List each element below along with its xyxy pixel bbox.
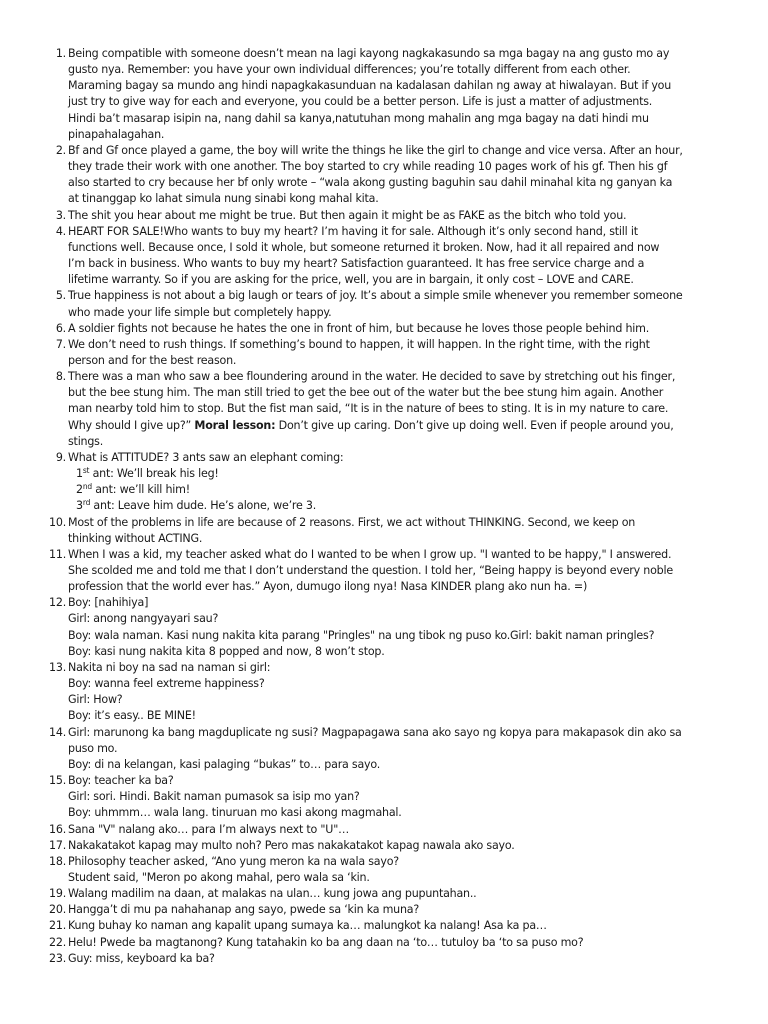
list-item-number: 15. xyxy=(49,774,66,788)
list-item-line: Maraming bagay sa mundo ang hindi napagkakasunduan na kadalasan dahilan ng away at hiwalayan. But if you xyxy=(68,79,672,93)
list-item xyxy=(46,321,738,337)
list-item xyxy=(46,595,738,660)
ant-text: ant: We’ll break his leg! xyxy=(89,467,219,481)
list-item-line: Boy: teacher ka ba? xyxy=(68,774,174,788)
list-item-line: person and for the best reason. xyxy=(68,353,237,367)
list-item-number: 10. xyxy=(49,515,66,529)
list-item-number: 21. xyxy=(49,919,66,933)
ant-text: ant: we’ll kill him! xyxy=(91,483,190,497)
list-item-line: stings. xyxy=(68,434,104,448)
list-item-line: Hangga’t di mu pa nahahanap ang sayo, pwede sa ‘kin ka muna? xyxy=(68,903,420,917)
list-item xyxy=(46,918,738,934)
list-item-line: functions well. Because once, I sold it whole, but someone returned it broken. Now, had it all repaired and now xyxy=(68,240,660,254)
list-item-line: HEART FOR SALE!Who wants to buy my heart? I’m having it for sale. Although it’s only second hand, still it xyxy=(68,224,638,238)
list-item-line: Girl: How? xyxy=(68,693,123,707)
list-item-number: 7. xyxy=(55,337,66,351)
list-item-line: just try to give way for each and everyone, you could be a better person. Life is just a matter of adjustments. xyxy=(68,95,653,109)
list-item xyxy=(46,838,738,854)
ant-line xyxy=(68,482,738,498)
list-item-line: The shit you hear about me might be true. But then again it might be as FAKE as the bitch who told you. xyxy=(68,208,627,222)
list-item-line: they trade their work with one another. The boy started to cry while reading 10 pages work of his gf. Then his gf xyxy=(68,160,668,174)
list-item-line: Boy: it’s easy.. BE MINE! xyxy=(68,709,196,723)
list-item xyxy=(46,143,738,208)
list-item-line: gusto nya. Remember: you have your own individual differences; you’re totally different from each other. xyxy=(68,63,631,77)
list-item-line: man nearby told him to stop. But the fist man said, “It is in the nature of bees to sting. It is in my nature to care. xyxy=(68,402,669,416)
list-item xyxy=(46,515,738,547)
list-item xyxy=(46,450,738,515)
list-item-line: A soldier fights not because he hates the one in front of him, but because he loves those people behind him. xyxy=(68,321,650,335)
list-item-line: lifetime warranty. So if you are asking for the price, well, you are in bargain, it only cost – LOVE and CARE. xyxy=(68,273,634,287)
list-item-number: 5. xyxy=(55,289,66,303)
list-item-number: 6. xyxy=(55,321,66,335)
list-item-line: Guy: miss, keyboard ka ba? xyxy=(68,951,215,965)
list-item-number: 20. xyxy=(49,903,66,917)
list-item-number: 3. xyxy=(55,208,66,222)
list-item-line: Boy: wala naman. Kasi nung nakita kita parang "Pringles" na ung tibok ng puso ko.Girl: bakit naman pringles? xyxy=(68,628,655,642)
list-item-line: We don’t need to rush things. If something’s bound to happen, it will happen. In the right time, with the right xyxy=(68,337,650,351)
ant-text: ant: Leave him dude. He’s alone, we’re 3. xyxy=(90,499,317,513)
list-item xyxy=(46,725,738,773)
list-item xyxy=(46,224,738,289)
ant-line xyxy=(68,498,738,514)
list-item-line: Walang madilim na daan, at malakas na ulan… kung jowa ang pupuntahan.. xyxy=(68,887,477,901)
list-item-line: Helu! Pwede ba magtanong? Kung tatahakin ko ba ang daan na ‘to… tutuloy ba ‘to sa puso mo? xyxy=(68,935,584,949)
list-item-line: but the bee stung him. The man still tried to get the bee out of the water but the bee stung him again. Another xyxy=(68,386,664,400)
list-item-line: Girl: sori. Hindi. Bakit naman pumasok sa isip mo yan? xyxy=(68,790,360,804)
list-item-line: There was a man who saw a bee floundering around in the water. He decided to save by stretching out his finger, xyxy=(68,370,676,384)
list-item xyxy=(46,660,738,725)
ordinal-suffix: rd xyxy=(82,498,91,508)
list-item-number: 1. xyxy=(55,47,66,60)
list-item xyxy=(46,547,738,595)
list-item-number: 18. xyxy=(49,854,66,868)
list-item-line xyxy=(68,418,738,434)
list-item-line: Boy: [nahihiya] xyxy=(68,596,149,610)
list-item-line: I’m back in business. Who wants to buy my heart? Satisfaction guaranteed. It has free service charge and a xyxy=(68,257,645,271)
list-item-number: 8. xyxy=(55,370,66,384)
list-item-line: When I was a kid, my teacher asked what do I wanted to be when I grow up. "I wanted to be happy," I answered. xyxy=(68,547,672,561)
line-text: Don’t give up caring. Don’t give up doing well. Even if people around you, xyxy=(275,418,674,432)
list-item xyxy=(46,773,738,821)
list-item-line: True happiness is not about a big laugh or tears of joy. It’s about a simple smile whenever you remember someone xyxy=(68,289,683,303)
list-item-line: puso mo. xyxy=(68,741,118,755)
list-item-line: Sana "V" nalang ako… para I’m always next to "U"… xyxy=(68,822,349,836)
list-item xyxy=(46,337,738,369)
list-item-number: 23. xyxy=(49,951,66,965)
list-item-line: also started to cry because her bf only wrote – “wala akong gusting baguhin sau dahil minahal kita ng ganyan ka xyxy=(68,176,673,190)
list-item-line: Boy: uhmmm… wala lang. tinuruan mo kasi akong magmahal. xyxy=(68,806,402,820)
list-item-line: profession that the world ever has.” Ayon, dumugo ilong nya! Nasa KINDER plang ako nun ha. =) xyxy=(68,580,588,594)
list-item xyxy=(46,822,738,838)
list-item-number: 16. xyxy=(49,822,66,836)
list-item-number: 14. xyxy=(49,725,66,739)
list-item-line: Being compatible with someone doesn’t mean na lagi kayong nagkakasundo sa mga bagay na ang gusto mo ay xyxy=(68,47,670,60)
list-item-number: 9. xyxy=(55,450,66,464)
list-item xyxy=(46,886,738,902)
list-item-line: She scolded me and told me that I don’t understand the question. I told her, “Being happy is beyond every noble xyxy=(68,564,673,577)
ant-ordinal: 3 xyxy=(76,499,83,513)
list-item-line: thinking without ACTING. xyxy=(68,531,203,545)
list-item xyxy=(46,288,738,320)
list-item-line: Bf and Gf once played a game, the boy will write the things he like the girl to change and vice versa. After an hour, xyxy=(68,143,683,157)
list-item xyxy=(46,46,738,143)
list-item-line: What is ATTITUDE? 3 ants saw an elephant coming: xyxy=(68,450,344,464)
ordinal-suffix: st xyxy=(82,466,90,476)
list-item-number: 11. xyxy=(49,547,66,561)
list-item-number: 17. xyxy=(49,838,66,852)
list-item xyxy=(46,935,738,951)
list-item-line: Most of the problems in life are because of 2 reasons. First, we act without THINKING. Second, we keep on xyxy=(68,515,636,529)
moral-lesson-label: Moral lesson: xyxy=(194,418,276,432)
list-item-line: Boy: kasi nung nakita kita 8 popped and now, 8 won’t stop. xyxy=(68,644,385,658)
list-item-line: Boy: wanna feel extreme happiness? xyxy=(68,677,265,691)
list-item-number: 2. xyxy=(55,143,66,157)
list-item-line: Kung buhay ko naman ang kapalit upang sumaya ka… malungkot ka nalang! Asa ka pa… xyxy=(68,919,547,933)
ant-ordinal: 2 xyxy=(76,483,83,497)
ant-ordinal: 1 xyxy=(76,467,83,481)
list-item-number: 13. xyxy=(49,660,66,674)
list-item-number: 19. xyxy=(49,887,66,901)
list-item-line: Nakita ni boy na sad na naman si girl: xyxy=(68,660,271,674)
list-item-line: Boy: di na kelangan, kasi palaging “bukas” to… para sayo. xyxy=(68,757,381,771)
ant-line xyxy=(68,466,738,482)
list-item-number: 4. xyxy=(55,224,66,238)
line-text: Why should I give up?” xyxy=(68,418,192,432)
list-item-line: Hindi ba’t masarap isipin na, nang dahil sa kanya,natutuhan mong mahalin ang mga bagay na dati hindi mu xyxy=(68,111,649,125)
list-item-line: pinapahalagahan. xyxy=(68,127,165,141)
list-item-number: 22. xyxy=(49,935,66,949)
list-item xyxy=(46,951,738,967)
list-item-number: 12. xyxy=(49,596,66,610)
list-item xyxy=(46,854,738,886)
list-item-line: Girl: anong nangyayari sau? xyxy=(68,612,219,626)
list-item xyxy=(46,369,738,450)
list-item xyxy=(46,208,738,224)
list-item-line: who made your life simple but completely happy. xyxy=(68,305,332,319)
list-item xyxy=(46,902,738,918)
list-item-line: at tinanggap ko lahat simula nung sinabi kong mahal kita. xyxy=(68,192,379,206)
list-item-line: Student said, "Meron po akong mahal, pero wala sa ‘kin. xyxy=(68,870,370,884)
list-item-line: Philosophy teacher asked, “Ano yung meron ka na wala sayo? xyxy=(68,854,399,868)
list-item-line: Nakakatakot kapag may multo noh? Pero mas nakakatakot kapag nawala ako sayo. xyxy=(68,838,515,852)
ordinal-suffix: nd xyxy=(82,482,92,492)
list-item-line: Girl: marunong ka bang magduplicate ng susi? Magpapagawa sana ako sayo ng kopya para makapasok din ako sa xyxy=(68,725,682,739)
